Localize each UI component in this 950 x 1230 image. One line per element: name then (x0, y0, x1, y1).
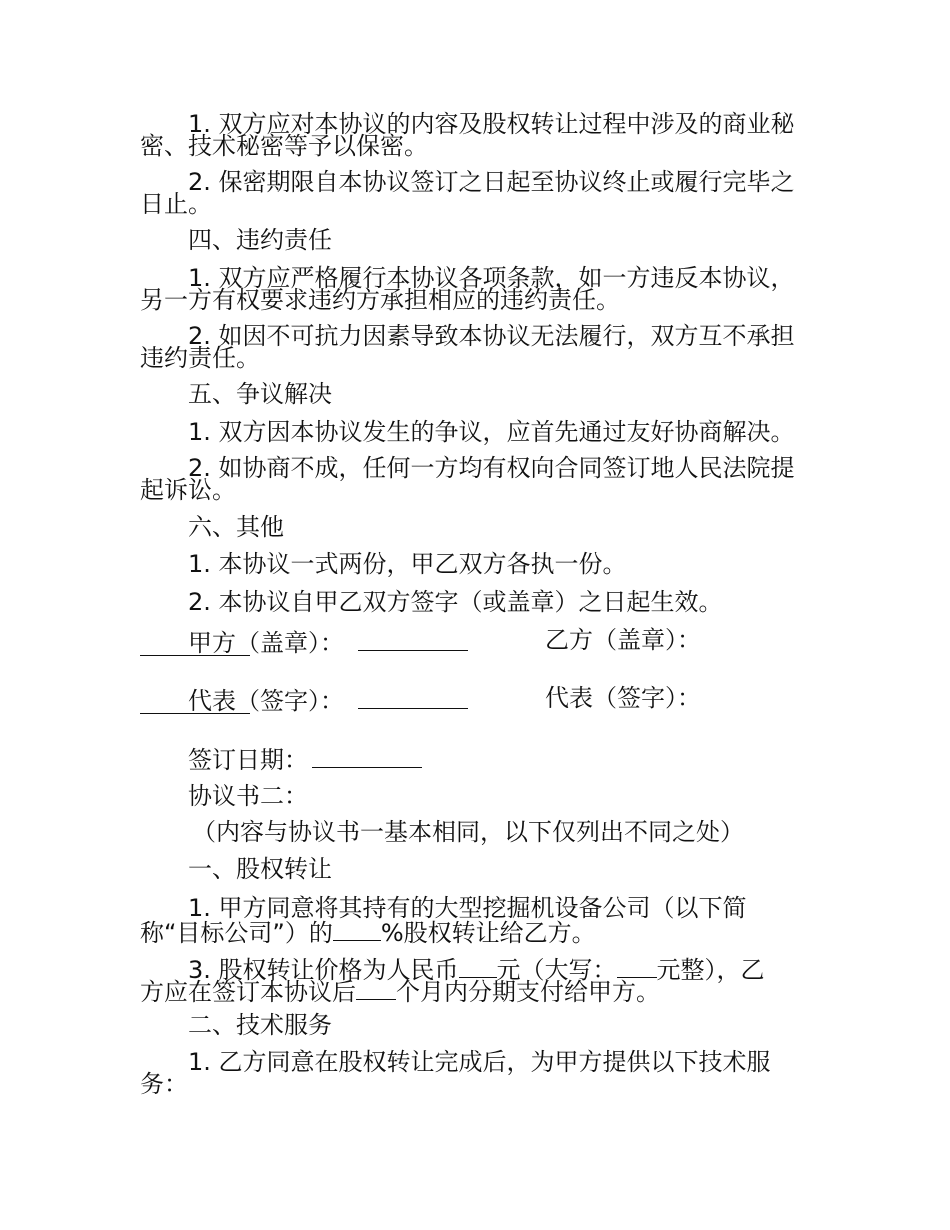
share-percent-blank[interactable] (333, 918, 381, 941)
text-line: 1. 乙方同意在股权转让完成后，为甲方提供以下技术服 (188, 1048, 771, 1076)
text-line (140, 918, 596, 945)
text-line: 1. 双方因本协议发生的争议，应首先通过友好协商解决。 (188, 418, 795, 446)
party-b-seal-label: 乙方（盖章）： (545, 626, 701, 654)
section-heading: 六、其他 (188, 513, 284, 541)
rep-a-sign-field (188, 686, 468, 713)
section-heading: 五、争议解决 (188, 380, 332, 408)
text-line: 密、技术秘密等予以保密。 (140, 132, 428, 160)
months-blank[interactable] (356, 977, 396, 1000)
party-a-seal-blank[interactable] (358, 628, 468, 651)
text-line: 1. 双方应严格履行本协议各项条款，如一方违反本协议， (188, 264, 795, 292)
text-line: 1. 双方应对本协议的内容及股权转让过程中涉及的商业秘 (188, 110, 795, 138)
price-uppercase-blank[interactable] (617, 955, 657, 978)
text-segment: 个月内分期支付给甲方。 (396, 978, 660, 1006)
rep-a-sign-label: 代表（签字）： (188, 687, 344, 715)
price-amount-blank[interactable] (459, 955, 497, 978)
text-line: （内容与协议书一基本相同，以下仅列出不同之处） (192, 818, 744, 846)
section-heading: 四、违约责任 (188, 226, 332, 254)
rep-b-sign-blank[interactable] (140, 713, 250, 714)
text-segment: 方应在签订本协议后 (140, 978, 356, 1006)
sign-date-blank[interactable] (312, 745, 422, 768)
text-segment: 3. 股权转让价格为人民币 (188, 956, 459, 984)
text-segment: %股权转让给乙方。 (380, 919, 596, 947)
party-b-seal-blank[interactable] (140, 655, 250, 656)
text-line: 2. 保密期限自本协议签订之日起至协议终止或履行完毕之 (188, 168, 795, 196)
text-segment: 元整），乙 (656, 956, 765, 984)
text-line: 1. 本协议一式两份，甲乙双方各执一份。 (188, 550, 627, 578)
text-line: 2. 如因不可抗力因素导致本协议无法履行，双方互不承担 (188, 322, 795, 350)
section-heading: 二、技术服务 (188, 1011, 332, 1039)
text-line: 另一方有权要求违约方承担相应的违约责任。 (140, 286, 620, 314)
sign-date-field (188, 745, 422, 772)
text-line: 日止。 (140, 190, 212, 218)
rep-a-sign-blank[interactable] (358, 686, 468, 709)
party-a-seal-field (188, 628, 468, 655)
sign-date-label: 签订日期： (188, 746, 308, 774)
section-heading: 协议书二： (188, 782, 308, 810)
text-line: 2. 本协议自甲乙双方签字（或盖章）之日起生效。 (188, 588, 723, 616)
text-line: 违约责任。 (140, 344, 260, 372)
text-line: 务： (140, 1070, 188, 1098)
text-line: 1. 甲方同意将其持有的大型挖掘机设备公司（以下简 (188, 894, 747, 922)
section-heading: 一、股权转让 (188, 855, 332, 883)
party-a-seal-label: 甲方（盖章）： (188, 629, 344, 657)
text-segment: 元（大写： (496, 956, 617, 984)
rep-b-sign-label: 代表（签字）： (545, 684, 701, 712)
text-line (140, 977, 660, 1004)
text-line: 2. 如协商不成，任何一方均有权向合同签订地人民法院提 (188, 454, 795, 482)
text-line: 起诉讼。 (140, 476, 236, 504)
text-segment: 称“目标公司”）的 (140, 919, 333, 947)
